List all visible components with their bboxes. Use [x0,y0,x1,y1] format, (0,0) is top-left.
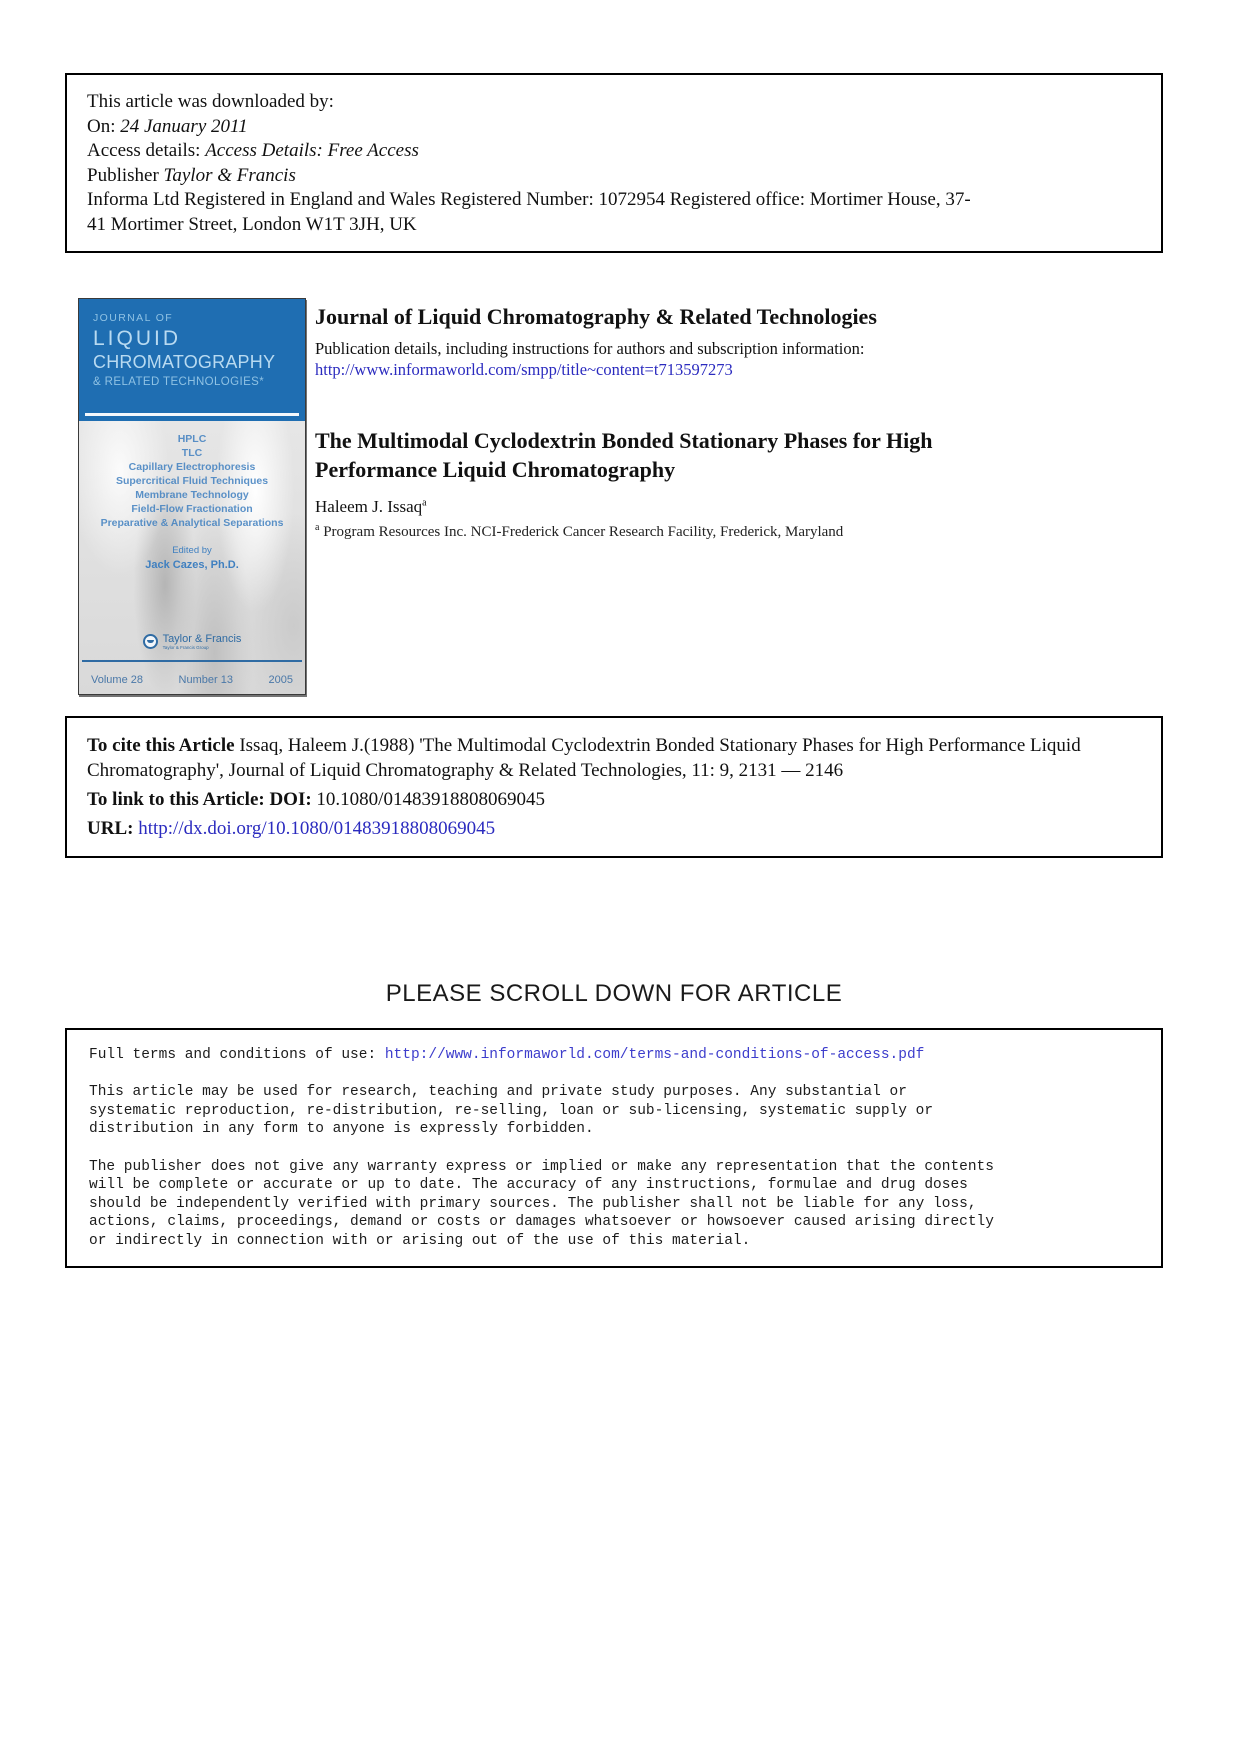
informa-registration-line-1: Informa Ltd Registered in England and Wales Registered Number: 1072954 Registered office: Mortimer House, 37- [87,189,971,211]
article-author: Haleem J. Issaq$^a$ [315,497,427,516]
article-doi-link[interactable]: http://dx.doi.org/10.1080/01483918808069045 [138,817,496,839]
taylor-francis-logo [79,634,305,651]
downloaded-by-line: This article was downloaded by: [87,91,334,112]
cover-artwork [79,421,305,694]
cover-topic: Supercritical Fluid Techniques [115,475,269,487]
cover-topic: Capillary Electrophoresis [128,461,256,473]
terms-box [65,1028,1163,1268]
cover-topic: Membrane Technology [135,489,249,501]
url-label: URL: [87,817,134,839]
publication-details: Publication details, including instructions for authors and subscription information: [315,339,865,358]
terms-paragraph-usage: This article may be used for research, teaching and private study purposes. Any substantial or systematic reproduction, re-distribution, re-selling, loan or sub-licensing, systematic supply or distribution in any form to anyone is expressly forbidden. [89,1084,934,1138]
article-title: The Multimodal Cyclodextrin Bonded Stationary Phases for High Performance Liquid Chromatography [315,428,933,482]
access-details-line: Access details: Access Details: Free Access [87,140,419,162]
publisher-line: Publisher Taylor & Francis [87,164,296,186]
cover-edited-by-label: Edited by [172,545,212,556]
journal-title: Journal of Liquid Chromatography & Related Technologies [315,304,877,329]
url-line [87,817,1141,842]
access-details: Access Details: Free Access [205,140,419,162]
scroll-down-notice: PLEASE SCROLL DOWN FOR ARTICLE [385,980,843,1007]
journal-homepage-link[interactable]: http://www.informaworld.com/smpp/title~content=t713597273 [315,360,733,379]
cover-topic-list [79,421,305,530]
cover-footer-rule [82,660,302,662]
cover-editor-name: Jack Cazes, Ph.D. [145,559,239,571]
author-affiliation: $^a$ Program Resources Inc. NCI-Frederick Cancer Research Facility, Frederick, Maryland [315,522,844,540]
cover-year: 2005 [268,674,293,686]
logo-text: Taylor & Francis [162,632,242,645]
journal-cover-image [78,298,306,695]
cover-topic: TLC [181,447,203,459]
author-affiliation-marker: a [422,497,427,509]
cover-volume-row [91,674,293,686]
logo-subtext: Taylor & Francis Group [162,644,209,650]
cover-journal-of: JOURNAL OF [93,312,174,324]
cover-topic: HPLC [177,433,207,445]
journal-info-column [315,304,1165,541]
cover-topic: Field-Flow Fractionation [131,503,253,515]
doi-line [87,788,1141,813]
cover-header [79,299,305,421]
cover-volume: Volume 28 [91,674,143,686]
full-terms-line: Full terms and conditions of use: http://www.informaworld.com/terms-and-conditions-of-access.pdf [89,1047,925,1063]
download-date: 24 January 2011 [120,115,248,137]
publisher-name: Taylor & Francis [163,164,296,186]
doi-label: To link to this Article: DOI: [87,789,312,810]
terms-paragraph-warranty: The publisher does not give any warranty express or implied or make any representation that the contents will be complete or accurate or up to date. The accuracy of any instructions, formulae and drug doses should be independently verified with primary sources. The publisher shall not be liable for any loss, actions, claims, proceedings, demand or costs or damages whatsoever or howsoever caused arising directly or indirectly in connection with or arising out of the use of this material. [89,1158,994,1249]
citation-box [65,716,1163,858]
cover-related-technologies: & RELATED TECHNOLOGIES* [93,376,265,388]
download-date-line: On: 24 January 2011 [87,115,248,137]
doi-value: 10.1080/01483918808069045 [316,789,545,810]
taylor-francis-logo-icon [143,634,158,649]
cite-label: To cite this Article [87,735,235,756]
cover-chromatography: CHROMATOGRAPHY [93,352,276,372]
cover-number: Number 13 [178,674,233,686]
download-info-box [65,73,1163,253]
terms-pdf-link[interactable]: http://www.informaworld.com/terms-and-conditions-of-access.pdf [384,1047,925,1063]
informa-registration-line-2: 41 Mortimer Street, London W1T 3JH, UK [87,213,417,235]
cover-separator-line [85,413,299,416]
cover-topic: Preparative & Analytical Separations [100,517,284,529]
cite-text: Issaq, Haleem J.(1988) 'The Multimodal Cyclodextrin Bonded Stationary Phases for High Performance Liquid Chromatography', Journal of Liquid Chromatography & Related Technologies, 11: 9, 2131 — 2146 [87,735,1081,781]
cite-line [87,734,1141,783]
cover-liquid: LIQUID [93,327,182,350]
